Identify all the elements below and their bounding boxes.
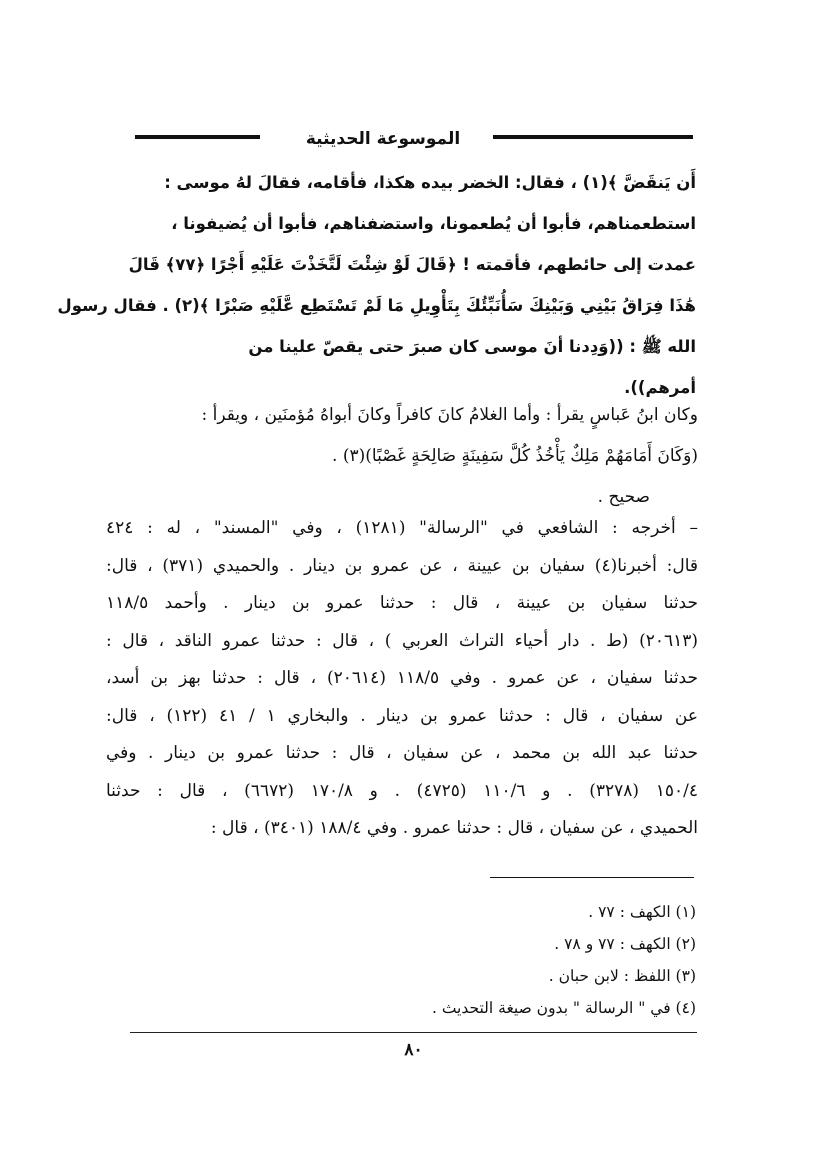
footnote-separator: [490, 877, 694, 878]
page-number: ٨٠: [404, 1040, 423, 1060]
text-line: استطعمناهم، فأبوا أن يُطعمونا، واستضفناهم، فأبوا أن يُضيفونا ،: [171, 214, 696, 233]
text-line: (٢٠٦١٣) (ط . دار أحياء التراث العربي ) ، قال : حدثنا عمرو الناقد ، قال :: [106, 630, 698, 651]
header-rule-right: [493, 135, 693, 139]
text-line: حدثنا سفيان ، عن عمرو . وفي ١١٨/٥ (٢٠٦١٤) ، قال : حدثنا بهز بن أسد،: [106, 668, 698, 688]
text-line: وكان ابنُ عَباسٍ يقرأ : وأما الغلامُ كانَ كافراً وكانَ أبواهُ مُؤمنَين ، ويقرأ :: [201, 405, 698, 425]
text-line: الله ﷺ : ((وَدِدنا أنَ موسى كان صبرَ حتى يقصّ علينا من: [248, 337, 696, 356]
footnote: (٣) اللفظ : لابن حبان .: [548, 967, 696, 985]
text-line: هَٰذَا فِرَاقُ بَيْنِي وَبَيْنِكَ سَأُنَبِّئُكَ بِتَأْوِيلِ مَا لَمْ تَسْتَطِع عَّلَيْهِ صَبْرًا ﴾(٢) . فقال رسول: [57, 296, 696, 315]
footnote: (٢) الكهف : ٧٧ و ٧٨ .: [554, 935, 696, 953]
header-title: الموسوعة الحديثية: [305, 129, 461, 149]
text-line: الحميدي ، عن سفيان ، قال : حدثنا عمرو . وفي ١٨٨/٤ (٣٤٠١) ، قال :: [210, 818, 698, 838]
header-rule-left: [135, 135, 260, 139]
text-line: ١٥٠/٤ (٣٢٧٨) . و ١١٠/٦ (٤٧٢٥) . و ١٧٠/٨ (٦٦٧٢) ، قال : حدثنا: [106, 780, 698, 801]
footnote: (٤) في " الرسالة " بدون صيغة التحديث .: [431, 999, 696, 1017]
footer-rule: [130, 1032, 697, 1033]
text-line: أَن يَنقَضَّ ﴾(١) ، فقال: الخضر بيده هكذا، فأقامه، فقالَ لهُ موسى :: [164, 173, 696, 192]
text-line: حدثنا عبد الله بن محمد ، عن سفيان ، قال : حدثنا عمرو بن دينار . وفي: [106, 743, 698, 763]
running-header: [135, 128, 693, 152]
reading-note-block: [106, 395, 698, 518]
grading-line: صحيح .: [597, 487, 650, 507]
footnote: (١) الكهف : ٧٧ .: [588, 903, 696, 921]
text-line: عن سفيان ، قال : حدثنا عمرو بن دينار . والبخاري ١ / ٤١ (١٢٢) ، قال:: [106, 705, 698, 726]
text-line: أمرهم)).: [624, 378, 696, 397]
text-line: – أخرجه : الشافعي في "الرسالة" (١٢٨١) ، وفي "المسند" ، له : ٤٢٤: [106, 518, 698, 538]
takhrij-block: [106, 510, 698, 848]
hadith-text-block: [57, 162, 696, 408]
text-line: عمدت إلى حائطهم، فأقمته ! ﴿قَالَ لَوْ شِئْتَ لَتَّخَذْتَ عَلَيْهِ أَجْرًا ﴿٧٧﴾ قَالَ: [128, 255, 696, 274]
text-line: (وَكَانَ أَمَامَهُمْ مَلِكٌ يَأْخُذُ كُلَّ سَفِينَةٍ صَالِحَةٍ غَصْبًا)(٣) .: [332, 446, 698, 466]
footnotes: [300, 896, 696, 1024]
text-line: قال: أخبرنا(٤) سفيان بن عيينة ، عن عمرو بن دينار . والحميدي (٣٧١) ، قال:: [106, 555, 699, 576]
text-line: حدثنا سفيان بن عيينة ، قال : حدثنا عمرو بن دينار . وأحمد ١١٨/٥: [106, 593, 698, 613]
